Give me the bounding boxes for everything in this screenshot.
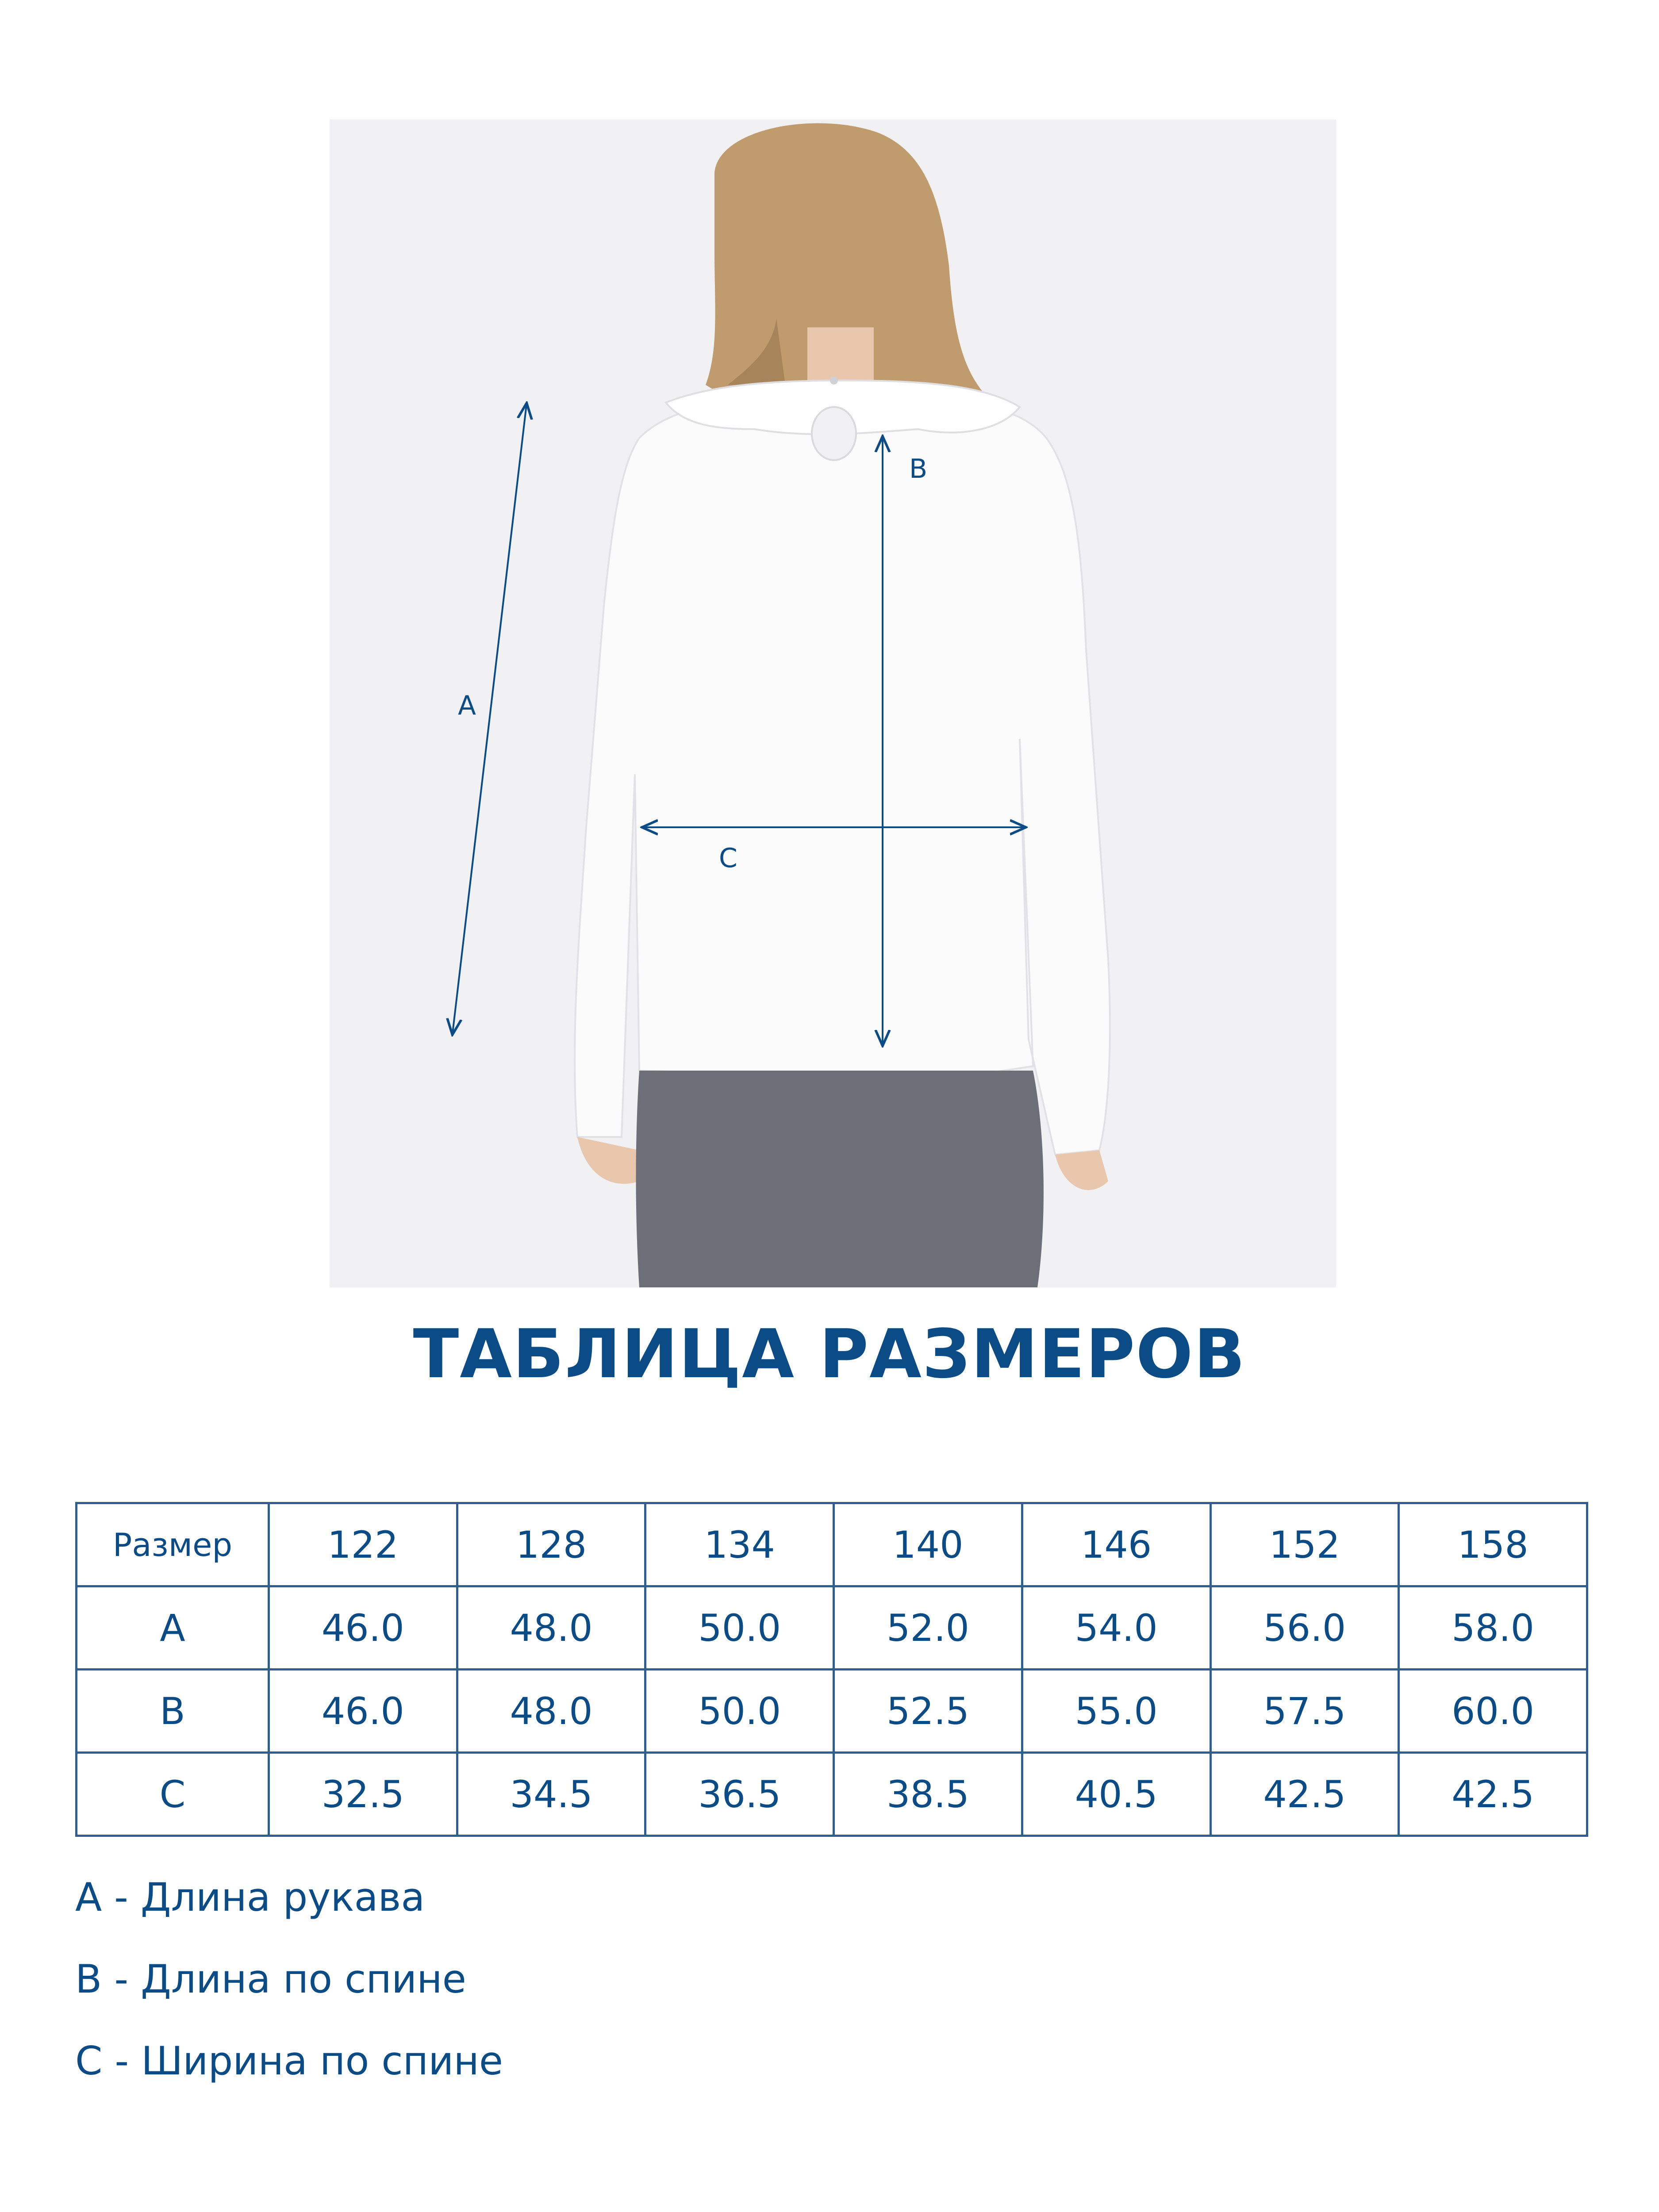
table-cell: 42.5 bbox=[1210, 1753, 1399, 1836]
size-cell: 134 bbox=[645, 1503, 834, 1586]
table-header-row bbox=[77, 1503, 1587, 1586]
row-label: A bbox=[77, 1586, 269, 1670]
legend-key: C bbox=[75, 2038, 103, 2084]
table-cell: 55.0 bbox=[1022, 1670, 1210, 1753]
table-cell: 34.5 bbox=[457, 1753, 645, 1836]
measure-b-label: B bbox=[909, 453, 928, 484]
legend-separator: - bbox=[102, 1956, 141, 2002]
measure-c-label: C bbox=[719, 843, 737, 874]
table-cell: 32.5 bbox=[269, 1753, 457, 1836]
table-cell: 38.5 bbox=[834, 1753, 1022, 1836]
row-label: C bbox=[77, 1753, 269, 1836]
table-row bbox=[77, 1586, 1587, 1670]
table-cell: 46.0 bbox=[269, 1586, 457, 1670]
size-cell: 152 bbox=[1210, 1503, 1399, 1586]
table-cell: 50.0 bbox=[645, 1586, 834, 1670]
table-cell: 42.5 bbox=[1399, 1753, 1587, 1836]
legend-item-b bbox=[75, 1956, 466, 2002]
table-cell: 54.0 bbox=[1022, 1586, 1210, 1670]
table-cell: 57.5 bbox=[1210, 1670, 1399, 1753]
table-cell: 52.0 bbox=[834, 1586, 1022, 1670]
legend-separator: - bbox=[102, 1874, 141, 1920]
table-cell: 48.0 bbox=[457, 1670, 645, 1753]
page-title: ТАБЛИЦА РАЗМЕРОВ bbox=[413, 1315, 1246, 1393]
size-cell: 122 bbox=[269, 1503, 457, 1586]
measure-a-label: A bbox=[458, 690, 476, 721]
table-cell: 58.0 bbox=[1399, 1586, 1587, 1670]
legend-item-c bbox=[75, 2038, 503, 2084]
size-table bbox=[75, 1502, 1588, 1837]
table-cell: 40.5 bbox=[1022, 1753, 1210, 1836]
legend-text: Длина по спине bbox=[141, 1956, 466, 2002]
size-cell: 140 bbox=[834, 1503, 1022, 1586]
table-cell: 52.5 bbox=[834, 1670, 1022, 1753]
blouse bbox=[575, 403, 1110, 1155]
table-cell: 56.0 bbox=[1210, 1586, 1399, 1670]
legend-key: A bbox=[75, 1874, 102, 1920]
table-row bbox=[77, 1753, 1587, 1836]
size-cell: 158 bbox=[1399, 1503, 1587, 1586]
product-photo bbox=[330, 119, 1336, 1287]
table-cell: 48.0 bbox=[457, 1586, 645, 1670]
table-row bbox=[77, 1670, 1587, 1753]
row-label: B bbox=[77, 1670, 269, 1753]
table-cell: 60.0 bbox=[1399, 1670, 1587, 1753]
size-cell: 128 bbox=[457, 1503, 645, 1586]
legend-text: Ширина по спине bbox=[141, 2038, 503, 2084]
legend-text: Длина рукава bbox=[140, 1874, 425, 1920]
legend-separator: - bbox=[102, 2038, 142, 2084]
table-cell: 46.0 bbox=[269, 1670, 457, 1753]
size-cell: 146 bbox=[1022, 1503, 1210, 1586]
legend-item-a bbox=[75, 1874, 425, 1920]
skirt bbox=[636, 1071, 1044, 1287]
legend-key: B bbox=[75, 1956, 102, 2002]
table-header-label: Размер bbox=[77, 1503, 269, 1586]
table-cell: 50.0 bbox=[645, 1670, 834, 1753]
table-cell: 36.5 bbox=[645, 1753, 834, 1836]
